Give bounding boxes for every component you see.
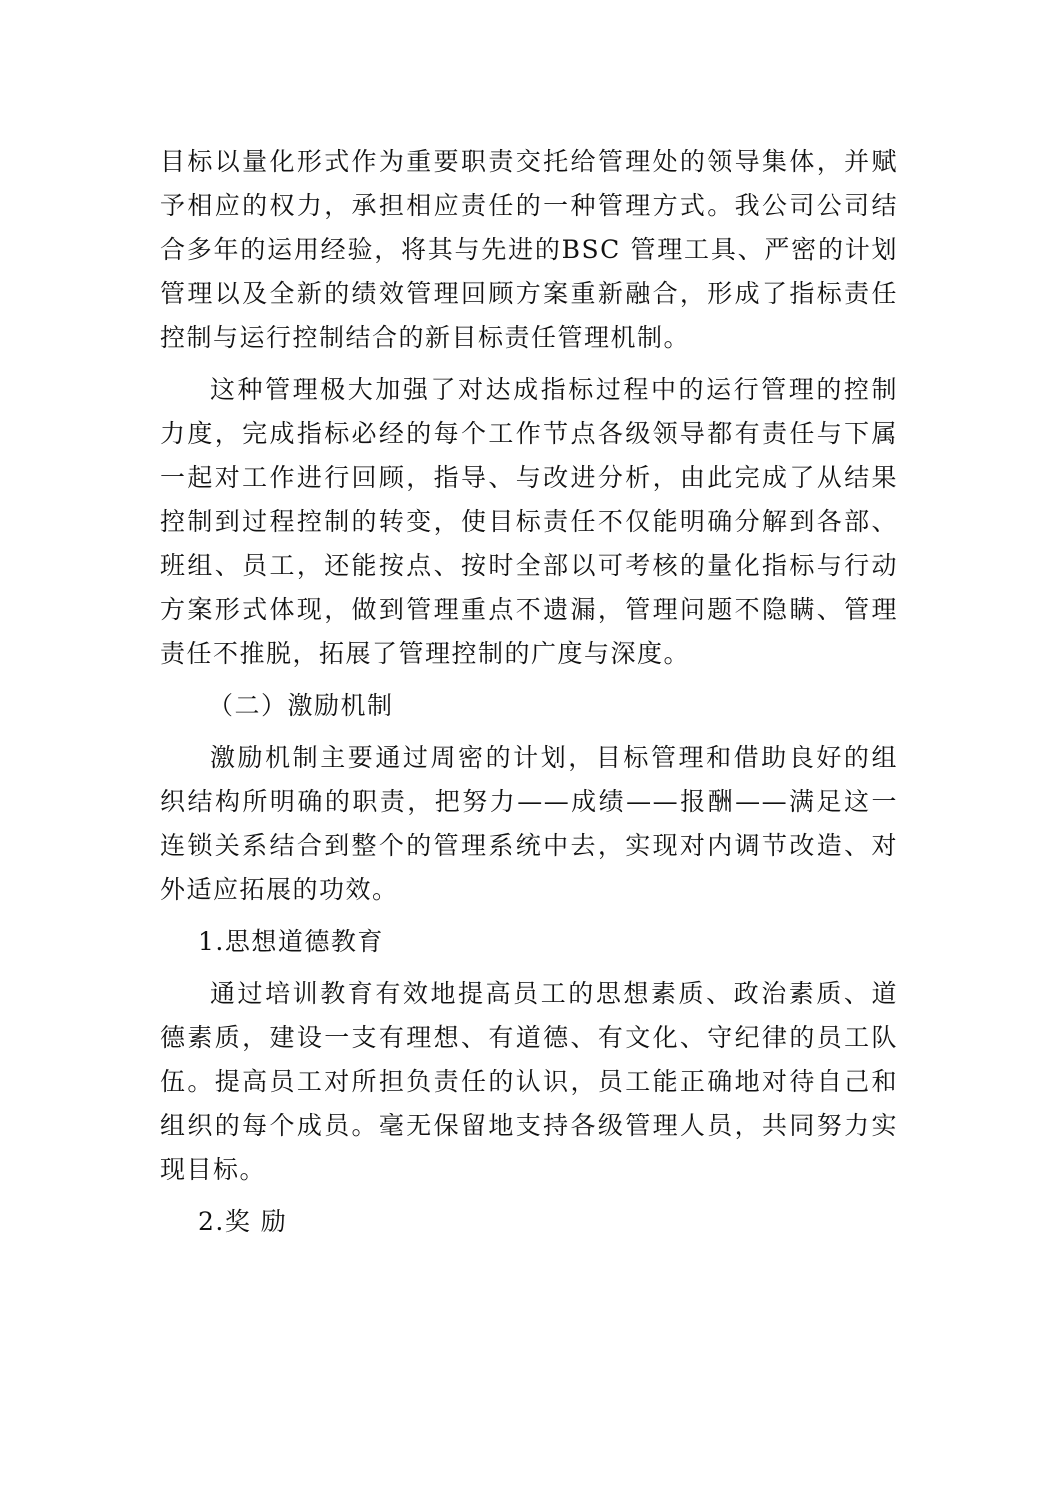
paragraph-control-strength: 这种管理极大加强了对达成指标过程中的运行管理的控制力度，完成指标必经的每个工作节点各级领导都有责任与下属一起对工作进行回顾，指导、与改进分析，由此完成了从结果控制到过程控制的转变，使目标责任不仅能明确分解到各部、班组、员工，还能按点、按时全部以可考核的量化指标与行动方案形式体现，做到管理重点不遗漏，管理问题不隐瞒、管理责任不推脱，拓展了管理控制的广度与深度。 [160,375,898,668]
subheading-rewards: 2.奖 励 [198,1207,288,1236]
paragraph-moral-education: 通过培训教育有效地提高员工的思想素质、政治素质、道德素质，建设一支有理想、有道德、有文化、守纪律的员工队伍。提高员工对所担负责任的认识，员工能正确地对待自己和组织的每个成员。毫无保留地支持各级管理人员，共同努力实现目标。 [160,979,898,1184]
document-body [160,140,898,1244]
paragraph-target-responsibility: 目标以量化形式作为重要职责交托给管理处的领导集体，并赋予相应的权力，承担相应责任的一种管理方式。我公司公司结合多年的运用经验，将其与先进的BSC 管理工具、严密的计划管理以及全新的绩效管理回顾方案重新融合，形成了指标责任控制与运行控制结合的新目标责任管理机制。 [160,147,898,352]
subheading-moral-education: 1.思想道德教育 [198,927,384,956]
section-heading-incentive-mechanism: （二）激励机制 [208,691,394,720]
paragraph-incentive-mechanism: 激励机制主要通过周密的计划，目标管理和借助良好的组织结构所明确的职责，把努力——成绩——报酬——满足这一连锁关系结合到整个的管理系统中去，实现对内调节改造、对外适应拓展的功效。 [160,743,898,904]
